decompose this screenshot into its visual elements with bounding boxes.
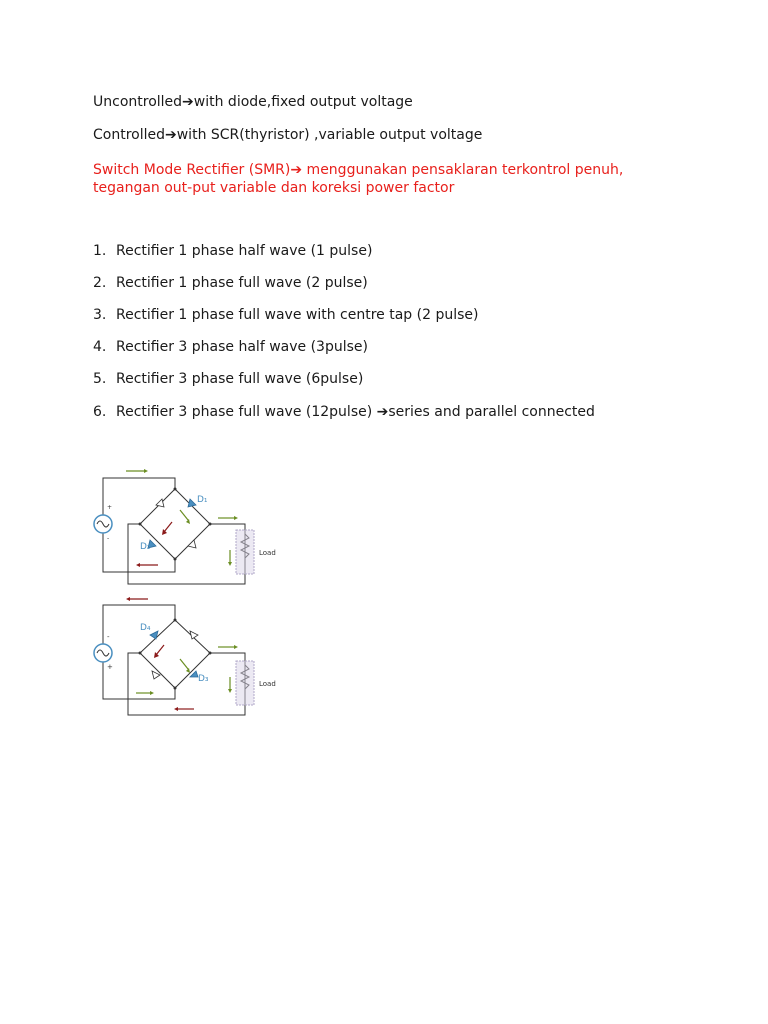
list-number: 4. (93, 339, 107, 355)
paragraph-uncontrolled (93, 93, 413, 111)
polarity-minus: - (107, 633, 110, 641)
list-text: Rectifier 1 phase half wave (1 pulse) (116, 243, 373, 259)
list-tail: series and parallel connected (388, 404, 595, 420)
polarity-plus: + (107, 504, 113, 511)
list-item (93, 242, 372, 260)
desc-uncontrolled: with diode,fixed output voltage (193, 94, 413, 110)
diode-label-d4: D₄ (140, 623, 151, 633)
polarity-plus: + (107, 663, 113, 671)
list-number: 3. (93, 307, 107, 323)
term-controlled: Controlled (93, 127, 165, 143)
list-text: Rectifier 1 phase full wave (2 pulse) (116, 275, 368, 291)
arrow-icon: ➔ (182, 94, 194, 110)
list-item (93, 274, 368, 292)
bridge-rectifier-diagram-top (90, 462, 290, 592)
list-number: 1. (93, 243, 107, 259)
load-label: Load (259, 680, 276, 688)
diode-label-d3: D₃ (198, 674, 209, 684)
list-item (93, 403, 595, 421)
list-item (93, 338, 368, 356)
list-number: 5. (93, 371, 107, 387)
paragraph-smr-line2 (93, 179, 454, 197)
polarity-minus: - (107, 535, 110, 542)
diode-label-d2: D₂ (140, 542, 151, 552)
diode-icon (188, 499, 196, 507)
list-number: 6. (93, 404, 107, 420)
list-number: 2. (93, 275, 107, 291)
list-item (93, 370, 363, 388)
paragraph-smr-line1 (93, 161, 623, 179)
desc-smr-line2: tegangan out-put variable dan koreksi power factor (93, 180, 455, 196)
load-label: Load (259, 549, 276, 557)
desc-controlled: with SCR(thyristor) ,variable output voltage (176, 127, 483, 143)
list-text: Rectifier 3 phase half wave (3pulse) (116, 339, 368, 355)
term-uncontrolled: Uncontrolled (93, 94, 183, 110)
bridge-rectifier-diagram-bottom (90, 593, 290, 723)
arrow-icon: ➔ (165, 127, 177, 143)
diode-label-d1: D₁ (197, 495, 208, 505)
list-text: Rectifier 3 phase full wave (12pulse) (116, 404, 377, 420)
list-text: Rectifier 1 phase full wave with centre tap (2 pulse) (116, 307, 479, 323)
list-text: Rectifier 3 phase full wave (6pulse) (116, 371, 364, 387)
desc-smr-line1: menggunakan pensaklaran terkontrol penuh, (302, 162, 624, 178)
list-item (93, 306, 478, 324)
arrow-icon: ➔ (376, 404, 389, 420)
term-smr: Switch Mode Rectifier (SMR) (93, 162, 291, 178)
paragraph-controlled (93, 126, 482, 144)
arrow-icon: ➔ (290, 162, 303, 178)
